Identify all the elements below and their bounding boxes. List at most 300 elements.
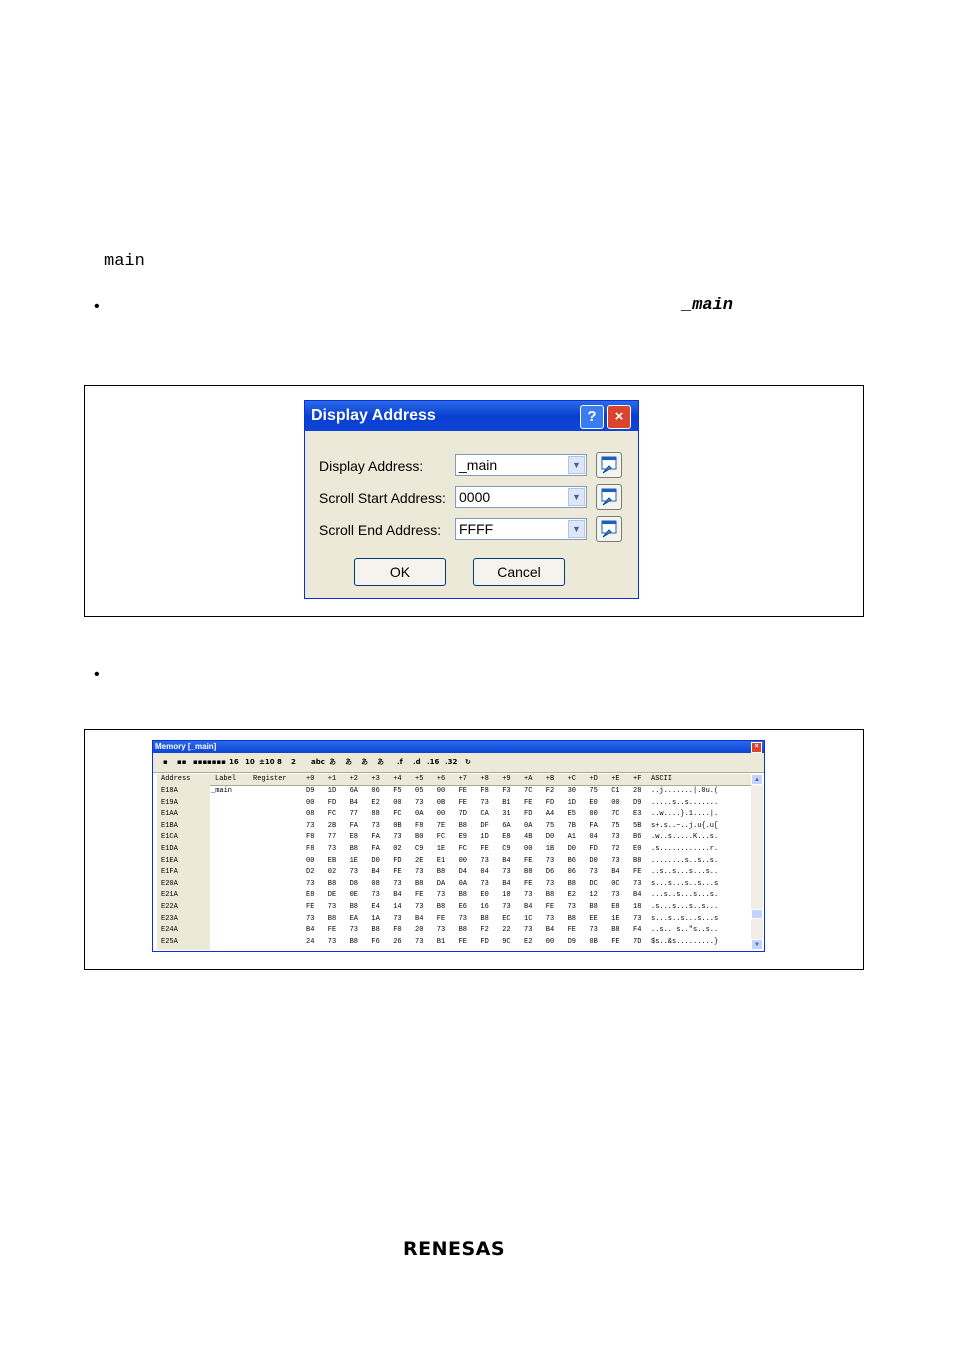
byte-cell[interactable]: 04 bbox=[480, 868, 489, 877]
byte-cell[interactable]: 1B bbox=[545, 845, 555, 853]
byte-cell[interactable]: 77 bbox=[327, 833, 337, 842]
byte-cell[interactable]: FD bbox=[545, 798, 555, 807]
address-cell: E19A bbox=[161, 798, 178, 807]
sjis-icon[interactable]: あ bbox=[329, 758, 336, 766]
byte-cell[interactable]: 73 bbox=[371, 891, 380, 900]
byte-cell[interactable]: 73 bbox=[524, 926, 533, 935]
byte-cell[interactable]: 73 bbox=[611, 856, 620, 865]
byte-cell[interactable]: 88 bbox=[371, 810, 380, 819]
byte-cell[interactable]: 06 bbox=[371, 787, 380, 795]
header-offset: +C bbox=[567, 775, 576, 783]
display-address-combo[interactable] bbox=[455, 454, 587, 476]
byte-cell[interactable]: 00 bbox=[458, 856, 467, 865]
quad-view-icon[interactable]: ▪▪▪▪ bbox=[207, 758, 226, 766]
byte-cell[interactable]: B4 bbox=[502, 856, 511, 865]
byte-cell[interactable]: FD bbox=[393, 856, 402, 865]
byte-cell[interactable]: FE bbox=[567, 926, 576, 935]
byte-cell[interactable]: 00 bbox=[436, 787, 446, 795]
header-ascii: ASCII bbox=[651, 775, 673, 783]
byte-cell[interactable]: DA bbox=[436, 879, 446, 888]
byte-cell[interactable]: D8 bbox=[349, 879, 358, 888]
byte-cell[interactable]: 0B bbox=[589, 937, 598, 946]
signed-dec-icon[interactable]: ±10 bbox=[259, 758, 275, 766]
byte-cell[interactable]: FA bbox=[371, 845, 380, 853]
byte-cell[interactable]: B4 bbox=[502, 879, 511, 888]
ascii-cell[interactable]: $s..&s.........} bbox=[651, 937, 719, 946]
table-row[interactable] bbox=[157, 937, 751, 948]
table-row[interactable] bbox=[157, 798, 751, 809]
byte-cell[interactable]: 08 bbox=[306, 810, 315, 819]
table-row[interactable] bbox=[157, 879, 751, 890]
byte-cell[interactable]: 75 bbox=[589, 787, 598, 795]
table-row[interactable] bbox=[157, 867, 751, 878]
ascii-cell[interactable]: ..s..s...s...s.. bbox=[651, 868, 719, 877]
byte-cell[interactable]: 00 bbox=[306, 856, 315, 865]
jis-icon[interactable]: あ bbox=[345, 758, 352, 766]
byte-cell[interactable]: F8 bbox=[306, 845, 315, 853]
byte-cell[interactable]: B1 bbox=[502, 798, 511, 807]
byte-cell[interactable]: 73 bbox=[393, 914, 402, 923]
double-icon[interactable]: .f bbox=[397, 758, 403, 766]
byte-cell[interactable]: B8 bbox=[415, 879, 424, 888]
byte-cell[interactable]: F8 bbox=[415, 821, 424, 830]
byte-cell[interactable]: 73 bbox=[633, 914, 642, 923]
byte-cell[interactable]: 00 bbox=[393, 798, 402, 807]
byte-cell[interactable]: B4 bbox=[415, 914, 424, 923]
scroll-thumb[interactable] bbox=[751, 909, 763, 919]
byte-cell[interactable]: D0 bbox=[567, 845, 576, 853]
byte-cell[interactable]: EE bbox=[589, 914, 598, 923]
byte-cell[interactable]: 73 bbox=[589, 868, 598, 877]
byte-cell[interactable]: 00 bbox=[436, 810, 446, 819]
byte-cell[interactable]: F8 bbox=[480, 787, 489, 795]
byte-cell[interactable]: 77 bbox=[349, 810, 358, 819]
byte-cell[interactable]: EC bbox=[502, 914, 511, 923]
byte-cell[interactable]: E0 bbox=[589, 798, 598, 807]
byte-cell[interactable]: 73 bbox=[349, 868, 358, 877]
byte-cell[interactable]: 75 bbox=[611, 821, 620, 830]
byte-cell[interactable]: B4 bbox=[306, 926, 315, 935]
byte-cell[interactable]: 08 bbox=[371, 879, 380, 888]
byte-cell[interactable]: 00 bbox=[306, 798, 315, 807]
byte-cell[interactable]: D0 bbox=[589, 856, 598, 865]
byte-cell[interactable]: 18 bbox=[633, 903, 642, 911]
byte-cell[interactable]: B6 bbox=[633, 833, 642, 842]
byte-cell[interactable]: E8 bbox=[349, 833, 358, 842]
byte-cell[interactable]: 6A bbox=[349, 787, 358, 795]
dropdown-arrow-icon[interactable]: ▼ bbox=[568, 488, 585, 506]
byte-view-icon[interactable]: ▪ bbox=[163, 758, 168, 766]
scroll-start-combo[interactable] bbox=[455, 486, 587, 508]
table-row[interactable] bbox=[157, 914, 751, 925]
byte-cell[interactable]: 00 bbox=[524, 845, 533, 853]
byte-cell[interactable]: FA bbox=[371, 833, 380, 842]
vertical-scrollbar[interactable] bbox=[751, 774, 763, 950]
browse-button[interactable] bbox=[596, 452, 622, 478]
byte-cell[interactable]: 14 bbox=[393, 903, 402, 911]
byte-cell[interactable]: 73 bbox=[567, 903, 576, 911]
byte-cell[interactable]: FC bbox=[393, 810, 402, 819]
byte-cell[interactable]: 4B bbox=[524, 833, 533, 842]
table-row[interactable] bbox=[157, 890, 751, 901]
byte-cell[interactable]: E8 bbox=[502, 833, 511, 842]
byte-cell[interactable]: B8 bbox=[458, 821, 467, 830]
binary-icon[interactable]: 2 bbox=[291, 758, 296, 766]
byte-cell[interactable]: 73 bbox=[502, 868, 511, 877]
byte-cell[interactable]: 00 bbox=[545, 937, 555, 946]
table-row[interactable] bbox=[157, 844, 751, 855]
help-button[interactable] bbox=[580, 405, 604, 429]
byte-cell[interactable]: 0B bbox=[393, 821, 402, 830]
byte-cell[interactable]: 73 bbox=[415, 798, 424, 807]
header-offset: +0 bbox=[306, 775, 315, 783]
byte-cell[interactable]: F5 bbox=[393, 787, 402, 795]
byte-cell[interactable]: 75 bbox=[545, 821, 555, 830]
byte-cell[interactable]: B8 bbox=[349, 903, 358, 911]
byte-cell[interactable]: E2 bbox=[524, 937, 533, 946]
byte-cell[interactable]: 04 bbox=[589, 833, 598, 842]
byte-cell[interactable]: 02 bbox=[393, 845, 402, 853]
byte-cell[interactable]: 73 bbox=[436, 926, 446, 935]
byte-cell[interactable]: 73 bbox=[436, 891, 446, 900]
byte-cell[interactable]: B8 bbox=[327, 914, 337, 923]
byte-cell[interactable]: D0 bbox=[371, 856, 380, 865]
scroll-down-icon[interactable]: ▼ bbox=[751, 939, 763, 950]
byte-cell[interactable]: 00 bbox=[611, 798, 620, 807]
refresh-icon[interactable]: .32 bbox=[445, 758, 458, 766]
byte-cell[interactable]: 73 bbox=[306, 914, 315, 923]
byte-cell[interactable]: C9 bbox=[415, 845, 424, 853]
byte-cell[interactable]: DC bbox=[589, 879, 598, 888]
byte-cell[interactable]: 1E bbox=[611, 914, 620, 923]
byte-cell[interactable]: B4 bbox=[393, 891, 402, 900]
byte-cell[interactable]: E4 bbox=[371, 903, 380, 911]
byte-cell[interactable]: D2 bbox=[306, 868, 315, 877]
table-row[interactable] bbox=[157, 832, 751, 843]
hex16-icon[interactable]: 16 bbox=[229, 758, 239, 766]
byte-cell[interactable]: 06 bbox=[567, 868, 576, 877]
byte-cell[interactable]: D9 bbox=[306, 787, 315, 795]
byte-cell[interactable]: FA bbox=[589, 821, 598, 830]
byte-cell[interactable]: E8 bbox=[611, 903, 620, 911]
byte-cell[interactable]: DE bbox=[327, 891, 337, 900]
scroll-end-label: Scroll End Address: bbox=[319, 522, 442, 538]
byte-cell[interactable]: FE bbox=[524, 879, 533, 888]
byte-cell[interactable]: 00 bbox=[589, 810, 598, 819]
byte-cell[interactable]: 73 bbox=[327, 903, 337, 911]
byte-cell[interactable]: 31 bbox=[502, 810, 511, 819]
byte-cell[interactable]: 26 bbox=[393, 937, 402, 946]
byte-cell[interactable]: D4 bbox=[458, 868, 467, 877]
byte-cell[interactable]: B8 bbox=[458, 926, 467, 935]
ascii-icon[interactable]: abc bbox=[311, 758, 325, 766]
byte-cell[interactable]: CA bbox=[480, 810, 489, 819]
byte-cell[interactable]: FE bbox=[545, 903, 555, 911]
byte-cell[interactable]: 1D bbox=[567, 798, 576, 807]
byte-cell[interactable]: 5B bbox=[633, 821, 642, 830]
byte-cell[interactable]: A1 bbox=[567, 833, 576, 842]
byte-cell[interactable]: 0A bbox=[415, 810, 424, 819]
byte-cell[interactable]: 28 bbox=[633, 787, 642, 795]
byte-cell[interactable]: B8 bbox=[371, 926, 380, 935]
browse-button[interactable] bbox=[596, 516, 622, 542]
ascii-cell[interactable]: .s............r. bbox=[651, 845, 719, 853]
byte-cell[interactable]: C1 bbox=[611, 787, 620, 795]
byte-cell[interactable]: 73 bbox=[611, 833, 620, 842]
byte-cell[interactable]: 9C bbox=[502, 937, 511, 946]
byte-cell[interactable]: 02 bbox=[327, 868, 337, 877]
byte-cell[interactable]: E6 bbox=[458, 903, 467, 911]
byte-cell[interactable]: F6 bbox=[371, 937, 380, 946]
byte-cell[interactable]: 73 bbox=[545, 914, 555, 923]
byte-cell[interactable]: FE bbox=[306, 903, 315, 911]
toolbar-icon[interactable]: ↻ bbox=[465, 758, 471, 766]
byte-cell[interactable]: 6A bbox=[502, 821, 511, 830]
byte-cell[interactable]: 1C bbox=[524, 914, 533, 923]
byte-cell[interactable]: B4 bbox=[611, 868, 620, 877]
byte-cell[interactable]: 7D bbox=[458, 810, 467, 819]
byte-cell[interactable]: 73 bbox=[480, 879, 489, 888]
byte-cell[interactable]: FD bbox=[524, 810, 533, 819]
byte-cell[interactable]: E3 bbox=[633, 810, 642, 819]
ok-button[interactable]: OK bbox=[354, 558, 446, 586]
byte-cell[interactable]: FE bbox=[393, 868, 402, 877]
byte-cell[interactable]: F0 bbox=[393, 926, 402, 935]
byte-cell[interactable]: DF bbox=[480, 821, 489, 830]
byte-cell[interactable]: B0 bbox=[415, 833, 424, 842]
byte-cell[interactable]: FE bbox=[436, 914, 446, 923]
byte-cell[interactable]: 73 bbox=[306, 879, 315, 888]
byte-cell[interactable]: FE bbox=[611, 937, 620, 946]
byte-cell[interactable]: FE bbox=[458, 787, 467, 795]
byte-cell[interactable]: FA bbox=[349, 821, 358, 830]
table-row[interactable] bbox=[157, 856, 751, 867]
browse-button[interactable] bbox=[596, 484, 622, 510]
byte-cell[interactable]: FC bbox=[327, 810, 337, 819]
byte-cell[interactable]: 73 bbox=[415, 868, 424, 877]
byte-cell[interactable]: B8 bbox=[524, 868, 533, 877]
byte-cell[interactable]: FD bbox=[589, 845, 598, 853]
byte-cell[interactable]: 73 bbox=[502, 903, 511, 911]
float-icon[interactable]: あ bbox=[377, 758, 384, 766]
float32-icon[interactable]: .16 bbox=[427, 758, 440, 766]
byte-cell[interactable]: C9 bbox=[502, 845, 511, 853]
byte-cell[interactable]: E1 bbox=[436, 856, 446, 865]
byte-cell[interactable]: B8 bbox=[349, 845, 358, 853]
byte-cell[interactable]: B8 bbox=[480, 914, 489, 923]
table-row[interactable] bbox=[157, 821, 751, 832]
byte-cell[interactable]: FC bbox=[436, 833, 446, 842]
byte-cell[interactable]: 12 bbox=[589, 891, 598, 900]
byte-cell[interactable]: D9 bbox=[633, 798, 642, 807]
byte-cell[interactable]: B4 bbox=[545, 926, 555, 935]
byte-cell[interactable]: 22 bbox=[502, 926, 511, 935]
byte-cell[interactable]: 1D bbox=[480, 833, 489, 842]
byte-cell[interactable]: E0 bbox=[480, 891, 489, 900]
table-row[interactable] bbox=[157, 902, 751, 913]
byte-cell[interactable]: 05 bbox=[415, 787, 424, 795]
table-row[interactable] bbox=[157, 809, 751, 820]
byte-cell[interactable]: EA bbox=[349, 914, 358, 923]
header-offset: +A bbox=[524, 775, 533, 783]
dropdown-arrow-icon[interactable]: ▼ bbox=[568, 456, 585, 474]
byte-cell[interactable]: 72 bbox=[611, 845, 620, 853]
byte-cell[interactable]: FE bbox=[327, 926, 337, 935]
byte-cell[interactable]: 7E bbox=[436, 821, 446, 830]
byte-cell[interactable]: E8 bbox=[306, 891, 315, 900]
byte-cell[interactable]: 0A bbox=[458, 879, 467, 888]
byte-cell[interactable]: 73 bbox=[371, 821, 380, 830]
byte-cell[interactable]: B8 bbox=[436, 903, 446, 911]
byte-cell[interactable]: E5 bbox=[567, 810, 576, 819]
byte-cell[interactable]: FE bbox=[524, 856, 533, 865]
byte-cell[interactable]: 73 bbox=[327, 845, 337, 853]
ascii-cell[interactable]: ..s.. s.."s..s.. bbox=[651, 926, 719, 935]
byte-cell[interactable]: 2E bbox=[415, 856, 424, 865]
ascii-cell[interactable]: ........s..s..s. bbox=[651, 856, 719, 865]
byte-cell[interactable]: B8 bbox=[327, 879, 337, 888]
byte-cell[interactable]: B4 bbox=[349, 798, 358, 807]
byte-cell[interactable]: B8 bbox=[589, 903, 598, 911]
byte-cell[interactable]: B8 bbox=[567, 879, 576, 888]
byte-cell[interactable]: 30 bbox=[567, 787, 576, 795]
byte-cell[interactable]: 1A bbox=[371, 914, 380, 923]
address-cell: E18A bbox=[161, 787, 178, 795]
byte-cell[interactable]: 1E bbox=[436, 845, 446, 853]
byte-cell[interactable]: 73 bbox=[349, 926, 358, 935]
byte-cell[interactable]: 73 bbox=[633, 879, 642, 888]
byte-cell[interactable]: B8 bbox=[545, 891, 555, 900]
byte-cell[interactable]: EB bbox=[327, 856, 337, 865]
table-row[interactable] bbox=[157, 925, 751, 936]
byte-cell[interactable]: B4 bbox=[371, 868, 380, 877]
byte-cell[interactable]: B8 bbox=[436, 868, 446, 877]
scroll-end-combo[interactable] bbox=[455, 518, 587, 540]
byte-cell[interactable]: 0B bbox=[436, 798, 446, 807]
byte-cell[interactable]: FE bbox=[524, 798, 533, 807]
byte-cell[interactable]: 73 bbox=[458, 914, 467, 923]
byte-cell[interactable]: E9 bbox=[458, 833, 467, 842]
ascii-cell[interactable]: ..j.......|.0u.( bbox=[651, 787, 719, 795]
byte-cell[interactable]: A4 bbox=[545, 810, 555, 819]
byte-cell[interactable]: 16 bbox=[480, 903, 489, 911]
byte-cell[interactable]: F8 bbox=[306, 833, 315, 842]
byte-cell[interactable]: 1E bbox=[349, 856, 358, 865]
memory-toolbar bbox=[153, 753, 764, 773]
byte-cell[interactable]: 73 bbox=[480, 856, 489, 865]
byte-cell[interactable]: 73 bbox=[393, 879, 402, 888]
byte-cell[interactable]: FC bbox=[458, 845, 467, 853]
byte-cell[interactable]: 10 bbox=[502, 891, 511, 900]
byte-cell[interactable]: 0C bbox=[611, 879, 620, 888]
byte-cell[interactable]: 73 bbox=[589, 926, 598, 935]
close-button[interactable] bbox=[607, 405, 631, 429]
byte-cell[interactable]: B8 bbox=[633, 856, 642, 865]
byte-cell[interactable]: 24 bbox=[306, 937, 315, 946]
byte-cell[interactable]: F2 bbox=[480, 926, 489, 935]
octal-icon[interactable]: 8 bbox=[277, 758, 282, 766]
byte-cell[interactable]: 1D bbox=[327, 787, 337, 795]
byte-cell[interactable]: FD bbox=[480, 937, 489, 946]
ascii-cell[interactable]: ...s..s...s...s. bbox=[651, 891, 719, 900]
byte-cell[interactable]: 73 bbox=[393, 833, 402, 842]
byte-cell[interactable]: B1 bbox=[436, 937, 446, 946]
byte-cell[interactable]: B4 bbox=[524, 903, 533, 911]
byte-cell[interactable]: B4 bbox=[633, 891, 642, 900]
memory-close-button[interactable] bbox=[751, 742, 762, 753]
byte-cell[interactable]: 7B bbox=[567, 821, 576, 830]
byte-cell[interactable]: B8 bbox=[611, 926, 620, 935]
ascii-cell[interactable]: ..w....}.1....|. bbox=[651, 810, 719, 819]
byte-cell[interactable]: 7C bbox=[524, 787, 533, 795]
byte-cell[interactable]: FE bbox=[480, 845, 489, 853]
byte-cell[interactable]: 2B bbox=[327, 821, 337, 830]
float16-icon[interactable]: .d bbox=[413, 758, 421, 766]
ascii-cell[interactable]: s...s..s...s...s bbox=[651, 914, 719, 923]
close-icon: × bbox=[614, 408, 624, 425]
byte-cell[interactable]: 73 bbox=[545, 856, 555, 865]
byte-cell[interactable]: 73 bbox=[480, 798, 489, 807]
byte-cell[interactable]: 73 bbox=[611, 891, 620, 900]
byte-cell[interactable]: 0A bbox=[524, 821, 533, 830]
byte-cell[interactable]: 73 bbox=[545, 879, 555, 888]
scroll-up-icon[interactable]: ▲ bbox=[751, 774, 763, 785]
long-view-icon[interactable]: ▪▪▪ bbox=[193, 758, 208, 766]
ascii-cell[interactable]: .w..s.....K...s. bbox=[651, 833, 719, 842]
ascii-cell[interactable]: .s...s...s..s... bbox=[651, 903, 719, 911]
byte-cell[interactable]: 7C bbox=[611, 810, 620, 819]
byte-cell[interactable]: 73 bbox=[524, 891, 533, 900]
table-row[interactable] bbox=[157, 786, 751, 797]
byte-cell[interactable]: FE bbox=[415, 891, 424, 900]
header-offset: +F bbox=[633, 775, 642, 783]
byte-cell[interactable]: FE bbox=[458, 798, 467, 807]
cancel-button[interactable]: Cancel bbox=[473, 558, 565, 586]
euc-icon[interactable]: あ bbox=[361, 758, 368, 766]
dropdown-arrow-icon[interactable]: ▼ bbox=[568, 520, 585, 538]
byte-cell[interactable]: FE bbox=[633, 868, 642, 877]
ascii-cell[interactable]: s+.s..~..j.u{.u[ bbox=[651, 821, 719, 830]
ascii-cell[interactable]: s...s...s..s...s bbox=[651, 879, 719, 888]
word-view-icon[interactable]: ▪▪ bbox=[177, 758, 187, 766]
byte-cell[interactable]: B8 bbox=[458, 891, 467, 900]
byte-cell[interactable]: E2 bbox=[567, 891, 576, 900]
byte-cell[interactable]: 73 bbox=[327, 937, 337, 946]
byte-cell[interactable]: F4 bbox=[633, 926, 642, 935]
byte-cell[interactable]: 20 bbox=[415, 926, 424, 935]
byte-cell[interactable]: E2 bbox=[371, 798, 380, 807]
byte-cell[interactable]: 73 bbox=[306, 821, 315, 830]
byte-cell[interactable]: FE bbox=[458, 937, 467, 946]
byte-cell[interactable]: B6 bbox=[567, 856, 576, 865]
byte-cell[interactable]: 73 bbox=[415, 937, 424, 946]
byte-cell[interactable]: E0 bbox=[633, 845, 642, 853]
byte-cell[interactable]: FD bbox=[327, 798, 337, 807]
byte-cell[interactable]: 73 bbox=[415, 903, 424, 911]
byte-cell[interactable]: F2 bbox=[545, 787, 555, 795]
memory-table bbox=[157, 774, 751, 950]
byte-cell[interactable]: F3 bbox=[502, 787, 511, 795]
dec10-icon[interactable]: 10 bbox=[245, 758, 255, 766]
byte-cell[interactable]: D9 bbox=[567, 937, 576, 946]
ascii-cell[interactable]: .....s..s....... bbox=[651, 798, 719, 807]
byte-cell[interactable]: D6 bbox=[545, 868, 555, 877]
byte-cell[interactable]: 7D bbox=[633, 937, 642, 946]
byte-cell[interactable]: 0E bbox=[349, 891, 358, 900]
byte-cell[interactable]: B8 bbox=[349, 937, 358, 946]
byte-cell[interactable]: D0 bbox=[545, 833, 555, 842]
byte-cell[interactable]: B8 bbox=[567, 914, 576, 923]
